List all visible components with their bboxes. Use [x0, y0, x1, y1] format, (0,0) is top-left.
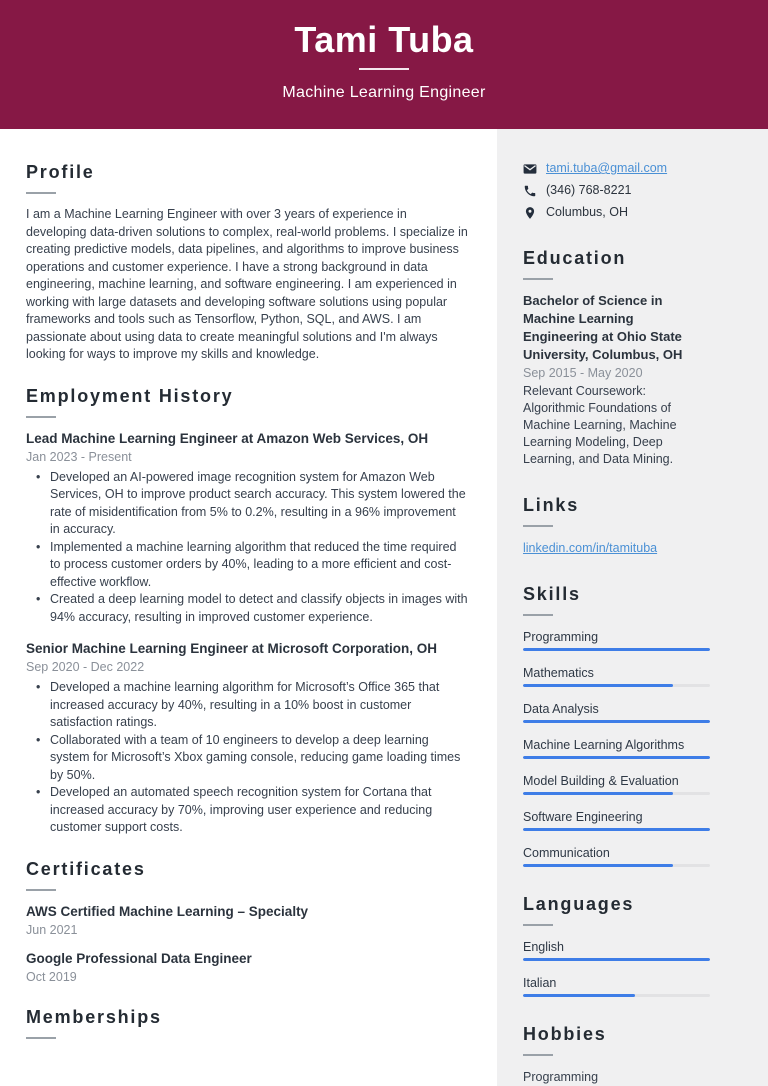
skill-item — [523, 700, 710, 723]
hobbies-heading: Hobbies — [523, 1024, 607, 1044]
skill-item — [523, 808, 710, 831]
bullet-item: • Collaborated with a team of 10 engineers to develop a deep learning system for Microsoft’s Xbox gaming console, reducing game loading times by 50%. — [26, 732, 468, 785]
section-divider — [26, 192, 56, 194]
certificate-title: AWS Certified Machine Learning – Specialty — [26, 903, 309, 919]
skill-item — [523, 628, 710, 651]
employment-section — [26, 384, 468, 837]
skill-bar-track — [523, 756, 710, 759]
bullet-item: • Developed an automated speech recognition system for Cortana that increased accuracy by 70%, improving user experience and reducing customer support costs. — [26, 784, 468, 837]
header-banner — [0, 0, 768, 129]
skill-bar-fill — [523, 648, 710, 651]
certificate-entry — [26, 950, 468, 985]
skill-bar-fill — [523, 864, 673, 867]
employment-heading: Employment History — [26, 385, 234, 406]
skill-name: Programming — [523, 630, 599, 644]
language-item — [523, 974, 710, 997]
skill-item — [523, 772, 710, 795]
contact-location-row — [523, 204, 710, 221]
skill-name: Mathematics — [523, 666, 594, 680]
skill-name: Communication — [523, 846, 610, 860]
skill-bar-track — [523, 792, 710, 795]
email-icon — [523, 162, 537, 176]
job-title: Senior Machine Learning Engineer at Microsoft Corporation, OH — [26, 641, 438, 656]
profile-heading: Profile — [26, 162, 95, 182]
certificate-entry — [26, 903, 468, 938]
phone-icon — [523, 184, 537, 198]
bullet-item: • Implemented a machine learning algorithm that reduced the time required to process customer orders by 40%, leading to a more efficient and cost-effective workflow. — [26, 539, 468, 592]
language-name: English — [523, 940, 564, 954]
sidebar-column — [497, 129, 768, 1086]
skills-heading: Skills — [523, 584, 581, 604]
language-name: Italian — [523, 976, 557, 990]
skill-bar-fill — [523, 684, 673, 687]
linkedin-link[interactable]: linkedin.com/in/tamituba — [523, 541, 658, 555]
language-bar-fill — [523, 994, 635, 997]
profile-text: I am a Machine Learning Engineer with over 3 years of experience in developing data-driven solutions to complex, real-world problems. I specialize in creating predictive models, data pipelines, and algorithms to improve business operations and customer experience. I have a strong background in data engineering, machine learning, and software engineering. I am experienced in working with large datasets and developing software solutions using popular frameworks and tools such as Tensorflow, Python, SQL, and AWS. I am passionate about using data to create meaningful solutions and I'm always looking for ways to improve my skills and knowledge. — [26, 207, 468, 361]
person-role: Machine Learning Engineer — [282, 84, 486, 101]
skill-name: Software Engineering — [523, 810, 643, 824]
email-link[interactable]: tami.tuba@gmail.com — [546, 161, 668, 175]
skill-bar-fill — [523, 720, 710, 723]
links-heading: Links — [523, 495, 580, 515]
skills-section — [523, 582, 710, 867]
job-dates: Jan 2023 - Present — [26, 449, 132, 464]
certificate-title: Google Professional Data Engineer — [26, 950, 252, 966]
skill-bar-track — [523, 684, 710, 687]
contact-block — [523, 160, 710, 221]
skill-item — [523, 664, 710, 687]
header-divider — [359, 68, 409, 70]
location-pin-icon — [523, 206, 537, 220]
job-entry — [26, 430, 468, 627]
education-degree: Bachelor of Science in Machine Learning Engineering at Ohio State University, Columbus, OH — [523, 293, 683, 362]
skill-bar-track — [523, 720, 710, 723]
section-divider — [26, 889, 56, 891]
skill-bar-fill — [523, 792, 673, 795]
section-divider — [26, 1037, 56, 1039]
location-text: Columbus, OH — [546, 205, 628, 219]
education-description: Relevant Coursework: Algorithmic Foundations of Machine Learning, Machine Learning Modeling, Deep Learning, and Data Mining. — [523, 384, 677, 466]
skill-name: Data Analysis — [523, 702, 599, 716]
section-divider — [26, 416, 56, 418]
skill-item — [523, 736, 710, 759]
certificates-section — [26, 857, 468, 985]
bullet-item: • Developed a machine learning algorithm for Microsoft’s Office 365 that increased accuracy by 40%, resulting in a 10% boost in customer satisfaction ratings. — [26, 679, 468, 732]
bullet-item: • Developed an AI-powered image recognition system for Amazon Web Services, OH to improve product search accuracy. This system lowered the rate of misidentification from 5% to 0.2%, resulting in a 96% improvement in accuracy. — [26, 469, 468, 539]
contact-email-row — [523, 160, 710, 177]
skill-bar-fill — [523, 756, 710, 759]
links-section — [523, 493, 710, 557]
job-entry — [26, 640, 468, 837]
main-column — [0, 129, 497, 1086]
profile-section — [26, 160, 468, 364]
content-columns — [0, 129, 768, 1086]
education-section — [523, 246, 710, 468]
memberships-section — [26, 1005, 468, 1039]
section-divider — [523, 614, 553, 616]
language-item — [523, 938, 710, 961]
section-divider — [523, 924, 553, 926]
certificate-date: Jun 2021 — [26, 922, 78, 937]
certificates-heading: Certificates — [26, 858, 146, 879]
section-divider — [523, 1054, 553, 1056]
job-dates: Sep 2020 - Dec 2022 — [26, 660, 145, 674]
job-bullets — [26, 469, 468, 627]
hobbies-section — [523, 1022, 710, 1086]
phone-number: (346) 768-8221 — [546, 183, 632, 197]
contact-phone-row — [523, 182, 710, 199]
link-row — [523, 539, 710, 557]
skill-bar-fill — [523, 828, 710, 831]
languages-section — [523, 892, 710, 997]
certificate-date: Oct 2019 — [26, 969, 77, 984]
job-bullets — [26, 679, 468, 837]
hobby-text: Programming — [523, 1070, 599, 1084]
person-name: Tami Tuba — [294, 19, 474, 60]
memberships-heading: Memberships — [26, 1006, 162, 1027]
skill-bar-track — [523, 828, 710, 831]
language-bar-fill — [523, 958, 710, 961]
skill-name: Model Building & Evaluation — [523, 774, 679, 788]
bullet-item: • Created a deep learning model to detect and classify objects in images with 94% accuracy, resulting in improved customer experience. — [26, 591, 468, 626]
skill-name: Machine Learning Algorithms — [523, 738, 685, 752]
skill-item — [523, 844, 710, 867]
education-dates: Sep 2015 - May 2020 — [523, 366, 643, 380]
languages-heading: Languages — [523, 894, 635, 914]
skill-bar-track — [523, 648, 710, 651]
education-heading: Education — [523, 248, 627, 268]
language-bar-track — [523, 958, 710, 961]
skill-bar-track — [523, 864, 710, 867]
job-title: Lead Machine Learning Engineer at Amazon Web Services, OH — [26, 430, 429, 446]
language-bar-track — [523, 994, 710, 997]
section-divider — [523, 525, 553, 527]
section-divider — [523, 278, 553, 280]
